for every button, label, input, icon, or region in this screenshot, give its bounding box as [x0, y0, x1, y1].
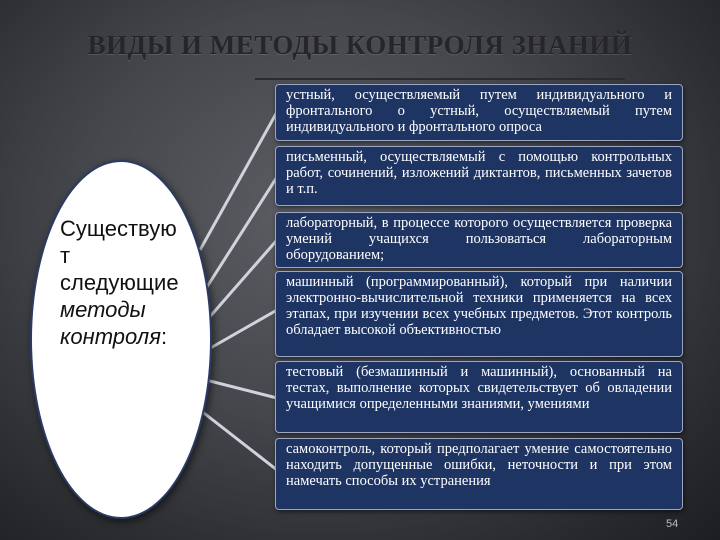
- caption-line-2: т: [60, 243, 71, 268]
- method-box-machine: [275, 271, 683, 357]
- ellipse-caption: [60, 215, 205, 350]
- method-text-test: тестовый (безмашинный и машинный), основанный на тестах, выполнение которых свидетельствует об овладении учащимися определенными знаниями, умениями: [286, 364, 672, 412]
- method-text-machine: машинный (программированный), который при наличии электронно-вычислительной техники применяется на всех этапах, при изучении всех учебных предметов. Этот контроль обладает высокой объективностью: [286, 274, 672, 338]
- method-box-written: [275, 146, 683, 206]
- method-text-oral: устный, осуществляемый путем индивидуального и фронтального о устный, осуществляемый путем индивидуального и фронтального опроса: [286, 87, 672, 135]
- slide-title: ВИДЫ И МЕТОДЫ КОНТРОЛЯ ЗНАНИЙ: [87, 30, 633, 60]
- method-text-laboratory: лабораторный, в процессе которого осуществляется проверка умений учащихся пользоваться лабораторным оборудованием;: [286, 215, 672, 263]
- method-box-laboratory: [275, 212, 683, 268]
- page-number: 54: [666, 518, 679, 530]
- method-text-selfcontrol: самоконтроль, который предполагает умение самостоятельно находить допущенные ошибки, неточности и при этом намечать способы их устранения: [286, 441, 672, 489]
- method-box-selfcontrol: [275, 438, 683, 510]
- caption-line-4: методы: [60, 297, 146, 322]
- method-text-written: письменный, осуществляемый с помощью контрольных работ, сочинений, изложений диктантов, письменных зачетов и т.п.: [286, 149, 672, 197]
- method-box-test: [275, 361, 683, 433]
- caption-line-3: следующие: [60, 270, 179, 295]
- caption-line-1: Существую: [60, 216, 177, 241]
- caption-line-5: контроля: [60, 324, 161, 349]
- method-box-oral: [275, 84, 683, 141]
- caption-colon: :: [160, 324, 168, 349]
